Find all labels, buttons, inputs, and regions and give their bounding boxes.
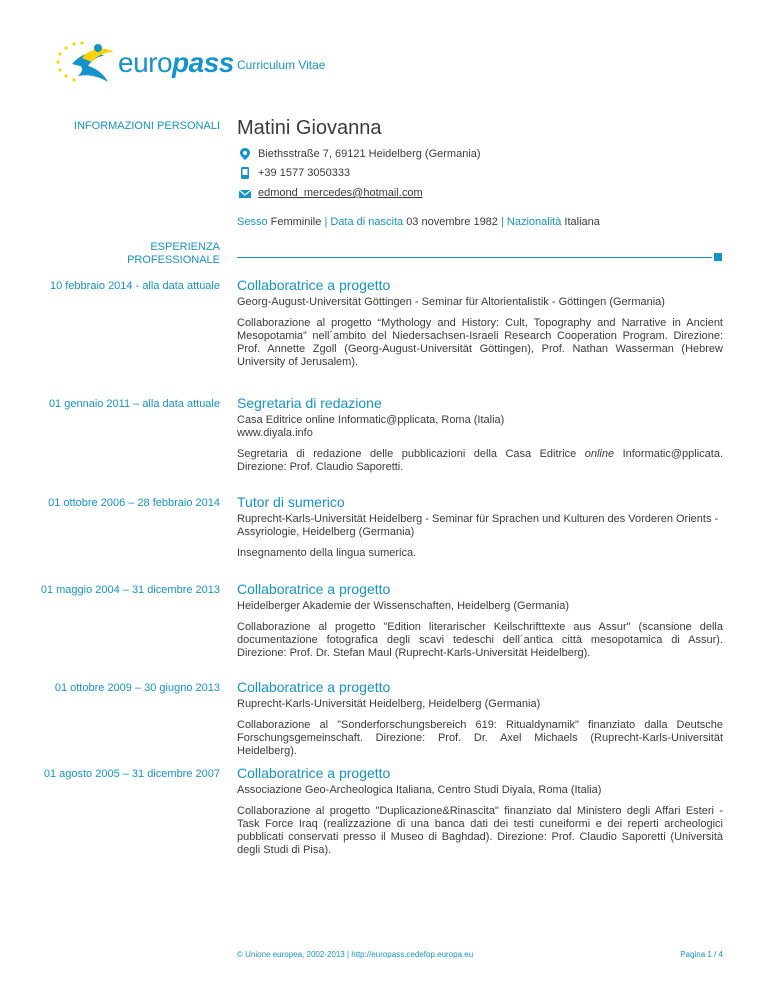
entry-date: 10 febbraio 2014 - alla data attuale: [49, 280, 220, 292]
entry-date: 01 gennaio 2011 – alla data attuale: [48, 398, 220, 410]
experience-entry: [237, 494, 723, 560]
entry-title: Collaboratrice a progetto: [237, 765, 391, 781]
page-number: Pagina 1 / 4: [680, 950, 723, 959]
entry-org: Ruprecht-Karls-Universität Heidelberg, Heidelberg (Germania): [237, 698, 541, 710]
section-label-experience: ESPERIENZA PROFESSIONALE: [127, 241, 220, 266]
experience-entry: [237, 679, 723, 758]
entry-website[interactable]: www.diyala.info: [237, 427, 313, 439]
separator: |: [500, 216, 504, 228]
europass-logo-text: europass: [118, 47, 234, 78]
section-label-personal: INFORMAZIONI PERSONALI: [73, 120, 220, 132]
experience-entry: [237, 395, 723, 474]
entry-desc: Collaborazione al "Sonderforschungsbereich 619: Ritualdynamik" finanziato dalla Deutsche Forschungsgemeinschaft. Direzione: Prof. Dr. Axel Michaels (Ruprecht-Karls-Universität Heidelberg).: [237, 719, 723, 757]
entry-date: 01 ottobre 2009 – 30 giugno 2013: [54, 682, 220, 694]
entry-desc: Collaborazione al progetto "Edition literarischer Keilschrifttexte aus Assur" (scansione della documentazione fotografica degli scavi tedeschi dell´antica città mesopotamica di Assur). Direzione: Prof. Dr. Stefan Maul (Ruprecht-Karls-Universität Heidelberg).: [237, 621, 723, 659]
entry-org: Associazione Geo-Archeologica Italiana, Centro Studi Diyala, Roma (Italia): [237, 784, 602, 796]
section-divider: [237, 257, 712, 258]
experience-entry: [237, 765, 723, 857]
email-icon: [238, 187, 252, 201]
entry-date: 01 ottobre 2006 – 28 febbraio 2014: [48, 497, 220, 509]
address-text: Biethsstraße 7, 69121 Heidelberg (Germania): [258, 148, 481, 160]
entry-org: Casa Editrice online Informatic@pplicata, Roma (Italia): [237, 414, 505, 426]
nationality-value: Italiana: [564, 216, 600, 228]
entry-org: Heidelberger Akademie der Wissenschaften, Heidelberg (Germania): [237, 600, 569, 612]
separator: |: [324, 216, 328, 228]
entry-date: 01 maggio 2004 – 31 dicembre 2013: [40, 584, 220, 596]
entry-title: Segretaria di redazione: [237, 395, 382, 411]
entry-desc: Collaborazione al progetto “Mythology and History: Cult, Topography and Narrative in Ancient Mesopotamia” nell´ambito del Niedersachsen-Israeli Research Cooperation Program. Direzione: Prof. Annette Zgoll (Georg-August-Universität Göttingen), Prof. Nathan Wasserman (Hebrew University of Jerusalem).: [237, 317, 723, 368]
entry-desc: Insegnamento della lingua sumerica.: [237, 547, 417, 559]
phone-text: +39 1577 3050333: [258, 167, 351, 179]
sex-value: Femminile: [270, 216, 322, 228]
entry-title: Tutor di sumerico: [237, 494, 345, 510]
birth-label: Data di nascita: [330, 216, 404, 228]
experience-entry: [237, 277, 723, 369]
entry-org: Ruprecht-Karls-Universität Heidelberg - Seminar für Sprachen und Kulturen des Vorderen Orients - Assyriologie, Heidelberg (Germania): [237, 513, 719, 538]
footer-copyright[interactable]: © Unione europea, 2002-2013 | http://europass.cedefop.europa.eu: [237, 950, 474, 959]
entry-desc: Collaborazione al progetto "Duplicazione&Rinascita" finanziato dal Ministero degli Affari Esteri - Task Force Iraq (realizzazione di una banca dati dei testi cuneiformi e dei reperti archeologici pubblicati conservati presso il Museo di Baghdad). Direzione: Prof. Claudio Saporetti (Università degli Studi di Pisa).: [237, 805, 723, 856]
birth-value: 03 novembre 1982: [406, 216, 498, 228]
entry-desc: Segretaria di redazione delle pubblicazioni della Casa Editrice online Informatic@pplicata. Direzione: Prof. Claudio Saporetti.: [237, 448, 723, 473]
experience-entry: [237, 581, 723, 660]
email-link[interactable]: edmond_mercedes@hotmail.com: [258, 187, 423, 199]
entry-org: Georg-August-Universität Göttingen - Seminar für Altorientalistik - Göttingen (Germania): [237, 296, 665, 308]
section-divider-marker: [714, 253, 722, 261]
location-pin-icon: [238, 147, 252, 161]
entry-title: Collaboratrice a progetto: [237, 679, 391, 695]
entry-title: Collaboratrice a progetto: [237, 581, 391, 597]
person-name: Matini Giovanna: [237, 117, 382, 139]
phone-icon: [238, 166, 252, 180]
personal-details: [237, 216, 600, 228]
entry-date: 01 agosto 2005 – 31 dicembre 2007: [43, 768, 220, 780]
entry-title: Collaboratrice a progetto: [237, 277, 391, 293]
document-title: Curriculum Vitae: [237, 58, 326, 72]
sex-label: Sesso: [237, 216, 268, 228]
nationality-label: Nazionalità: [506, 216, 562, 228]
